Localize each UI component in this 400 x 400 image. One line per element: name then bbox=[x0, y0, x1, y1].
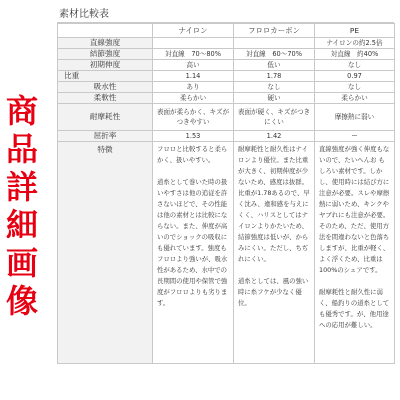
row-label: 耐摩耗性 bbox=[58, 104, 153, 131]
features-text: 直線強度が強く伸度もないので、たいへんお もしろい素材です。しかし、使用時には結び方に注意が必要。スレや摩擦熱に弱いため、キンクやヤブれにも注意が必要。そのため、ただ、使用方法を間違わないと色落ちしますが、比重が軽く、よく浮くため、比重は100%のシェアです。 bbox=[319, 145, 390, 274]
table-row bbox=[58, 71, 395, 82]
row-label: 比重 bbox=[58, 71, 153, 82]
banner-char: 画 bbox=[5, 244, 38, 282]
table-row bbox=[58, 131, 395, 142]
cell-pe: 対直線 約40% bbox=[315, 49, 395, 60]
banner-char: 商 bbox=[5, 92, 38, 130]
cell-nylon: 柔らかい bbox=[153, 93, 234, 104]
cell-nylon bbox=[153, 38, 234, 49]
row-label: 屈折率 bbox=[58, 131, 153, 142]
material-comparison-sheet bbox=[57, 8, 394, 364]
cell-pe: なし bbox=[315, 60, 395, 71]
cell-nylon: 1.53 bbox=[153, 131, 234, 142]
cell-fluorocarbon: 硬い bbox=[234, 93, 315, 104]
cell-pe: ー bbox=[315, 131, 395, 142]
cell-pe: 柔らかい bbox=[315, 93, 395, 104]
column-header bbox=[58, 24, 153, 38]
banner-char: 像 bbox=[5, 282, 38, 320]
table-title: 素材比較表 bbox=[57, 8, 394, 23]
row-label: 結節強度 bbox=[58, 49, 153, 60]
features-row bbox=[58, 142, 395, 364]
features-text: フロロと比較すると柔らかく、扱いやすい。 bbox=[157, 145, 228, 164]
cell-nylon: 高い bbox=[153, 60, 234, 71]
row-label: 柔軟性 bbox=[58, 93, 153, 104]
comparison-table bbox=[57, 23, 395, 364]
cell-fluorocarbon: 1.78 bbox=[234, 71, 315, 82]
features-nylon bbox=[153, 142, 234, 364]
cell-fluorocarbon: 対直線 60～70% bbox=[234, 49, 315, 60]
table-row bbox=[58, 38, 395, 49]
table-row bbox=[58, 60, 395, 71]
header-row bbox=[58, 24, 395, 38]
cell-fluorocarbon: 1.42 bbox=[234, 131, 315, 142]
cell-fluorocarbon: なし bbox=[234, 82, 315, 93]
features-text: 耐摩耗性と耐久性はナイロンより優位。また比重が大きく、初期伸度が少ないため、感度は抜群。比重が1.78あるので、早く沈み、違和感を与えにくく、ハリスとしてはナイロンよりかたいため、結節強度は低いが、からみにくい。ただし、ちぢれにくい。 bbox=[238, 145, 310, 263]
features-text: 耐摩耗性と耐久性に弱く、船釣りの道糸としても優秀です。が、他用途への応用が難しい。 bbox=[319, 288, 390, 329]
cell-nylon: 1.14 bbox=[153, 71, 234, 82]
row-label: 直線強度 bbox=[58, 38, 153, 49]
cell-nylon: あり bbox=[153, 82, 234, 93]
cell-pe: 摩擦熱に弱い bbox=[315, 104, 395, 131]
table-row bbox=[58, 82, 395, 93]
column-header-pe: PE bbox=[315, 24, 395, 38]
banner-char: 品 bbox=[5, 130, 38, 168]
row-label: 吸水性 bbox=[58, 82, 153, 93]
product-detail-banner bbox=[0, 92, 44, 320]
column-header-nylon: ナイロン bbox=[153, 24, 234, 38]
table-row bbox=[58, 93, 395, 104]
cell-pe: ナイロンの約2.5倍 bbox=[315, 38, 395, 49]
features-fluorocarbon bbox=[234, 142, 315, 364]
row-label: 特徴 bbox=[58, 142, 153, 364]
features-pe bbox=[315, 142, 395, 364]
banner-char: 細 bbox=[5, 206, 38, 244]
column-header-fluorocarbon: フロロカーボン bbox=[234, 24, 315, 38]
cell-nylon: 表面が柔らかく、キズがつきやすい bbox=[153, 104, 234, 131]
table-row bbox=[58, 104, 395, 131]
table-row bbox=[58, 49, 395, 60]
banner-char: 詳 bbox=[5, 168, 38, 206]
features-text: 道糸として巻いた時の扱いやすさは他の追従を許さないほどで、その性能は他の素材とは比較にならない。また、伸度が高いのでショックの吸収にも優れています。強度もフロロより強いが、吸水性があるため、水中での長期間の使用や保管で強度がフロロよりも劣ります。 bbox=[157, 178, 228, 307]
cell-nylon: 対直線 70～80% bbox=[153, 49, 234, 60]
row-label: 初期伸度 bbox=[58, 60, 153, 71]
cell-fluorocarbon bbox=[234, 38, 315, 49]
cell-fluorocarbon: 表面が硬く、キズがつきにくい bbox=[234, 104, 315, 131]
cell-fluorocarbon: 低い bbox=[234, 60, 315, 71]
cell-pe: 0.97 bbox=[315, 71, 395, 82]
features-text: 道糸としては、風の強い時に糸フケが少なく優位。 bbox=[238, 277, 309, 307]
cell-pe: なし bbox=[315, 82, 395, 93]
